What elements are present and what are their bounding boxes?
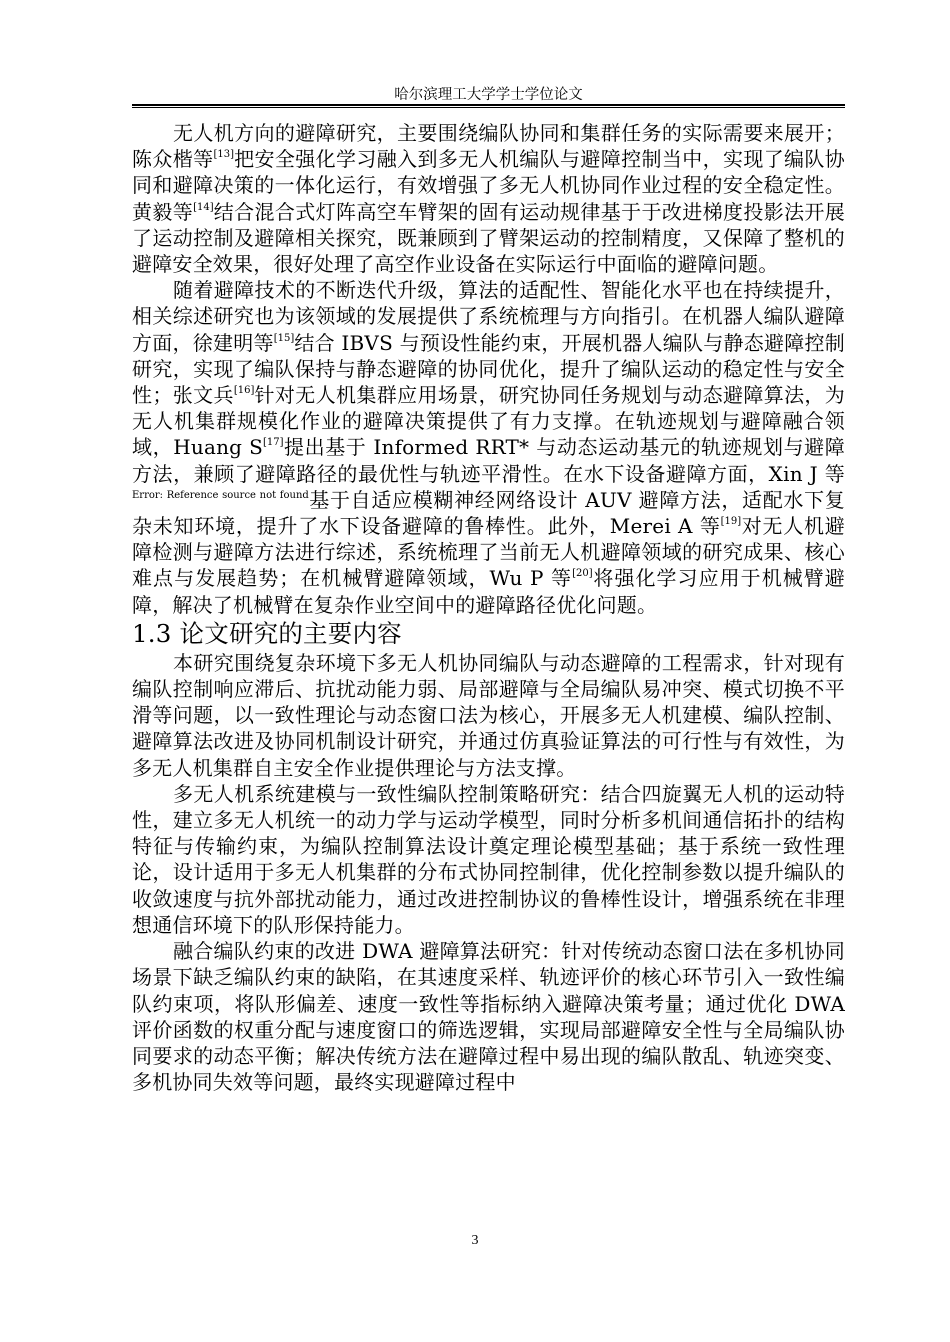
paragraph-1-text-b: 把安全强化学习融入到多无人机编队与避障控制当中，实现了编队协同和避障决策的一体化运行，有效增强了多无人机协同作业过程的安全稳定性。黄毅等 (132, 147, 845, 224)
paragraph-2-text-f: 对无人机避障检测与避障方法进行综述，系统梳理了当前无人机避障领域的研究成果、核心难点与发展趋势；在机械臂避障领域，Wu P 等 (132, 514, 845, 591)
paragraph-2-text-d: 提出基于 Informed RRT* 与动态运动基元的轨迹规划与避障方法，兼顾了避障路径的最优性与轨迹平滑性。在水下设备避障方面，Xin J 等 (132, 435, 845, 486)
paragraph-2 (132, 277, 845, 618)
paragraph-1-text-a: 无人机方向的避障研究，主要围绕编队协同和集群任务的实际需要来展开；陈众楷等 (132, 121, 845, 172)
paragraph-3: 本研究围绕复杂环境下多无人机协同编队与动态避障的工程需求，针对现有编队控制响应滞后、抗扰动能力弱、局部避障与全局编队易冲突、模式切换不平滑等问题，以一致性理论与动态窗口法为核心，开展多无人机建模、编队控制、避障算法改进及协同机制设计研究，并通过仿真验证算法的可行性与有效性，为多无人机集群自主安全作业提供理论与方法支撑。 (132, 650, 845, 780)
paragraph-2-text-c: 针对无人机集群应用场景，研究协同任务规划与动态避障算法，为无人机集群规模化作业的避障决策提供了有力支撑。在轨迹规划与避障融合领域，Huang S (132, 383, 845, 460)
section-heading: 1.3 论文研究的主要内容 (132, 618, 402, 648)
citation-19: [19] (720, 516, 742, 528)
paragraph-1-text-c: 结合混合式灯阵高空车臂架的固有运动规律基于于改进梯度投影法开展了运动控制及避障相关探究，既兼顾到了臂架运动的控制精度，又保障了整机的避障安全效果，很好处理了高空作业设备在实际运行中面临的避障问题。 (132, 199, 845, 277)
paragraph-5: 融合编队约束的改进 DWA 避障算法研究：针对传统动态窗口法在多机协同场景下缺乏编队约束的缺陷，在其速度采样、轨迹评价的核心环节引入一致性编队约束项，将队形偏差、速度一致性等指标纳入避障决策考量；通过优化 DWA 评价函数的权重分配与速度窗口的筛选逻辑，实现局部避障安全性与全局编队协同要求的动态平衡；解决传统方法在避障过程中易出现的编队散乱、轨迹突变、多机协同失效等问题，最终实现避障过程中 (132, 939, 845, 1095)
header-rule-thick (132, 104, 845, 106)
paragraph-1 (132, 120, 845, 277)
paragraph-2-text-a: 随着避障技术的不断迭代升级，算法的适配性、智能化水平也在持续提升，相关综述研究也为该领域的发展提供了系统梳理与方向指引。在机器人编队避障方面，徐建明等 (132, 278, 845, 355)
citation-14: [14] (193, 201, 214, 213)
body-text (132, 120, 845, 1095)
paragraph-4: 多无人机系统建模与一致性编队控制策略研究：结合四旋翼无人机的运动特性，建立多无人机统一的动力学与运动学模型，同时分析多机间通信拓扑的结构特征与传输约束，为编队控制算法设计奠定理论模型基础；基于系统一致性理论，设计适用于多无人机集群的分布式协同控制律，优化控制参数以提升编队的收敛速度与抗外部扰动能力，通过改进控制协议的鲁棒性设计，增强系统在非理想通信环境下的队形保持能力。 (132, 781, 845, 937)
citation-15: [15] (273, 332, 295, 344)
paragraph-2-text-e: 基于自适应模糊神经网络设计 AUV 避障方法，适配水下复杂未知环境，提升了水下设备避障的鲁棒性。此外，Merei A 等 (132, 487, 846, 539)
citation-16: [16] (233, 385, 255, 397)
paragraph-2-text-b: 结合 IBVS 与预设性能约束，开展机器人编队与静态避障控制研究，实现了编队保持与静态避障的协同优化，提升了编队运动的稳定性与安全性；张文兵 (132, 330, 845, 408)
page-number: 3 (471, 1233, 479, 1248)
running-header: 哈尔滨理工大学学士学位论文 (394, 87, 583, 103)
citation-13: [13] (213, 149, 234, 161)
citation-17: [17] (263, 437, 284, 449)
citation-error: Error: Reference source not found (132, 489, 309, 501)
paragraph-2-text-g: 将强化学习应用于机械臂避障，解决了机械臂在复杂作业空间中的避障路径优化问题。 (132, 566, 845, 617)
header-rule-thin (132, 107, 845, 108)
citation-20: [20] (572, 568, 593, 580)
